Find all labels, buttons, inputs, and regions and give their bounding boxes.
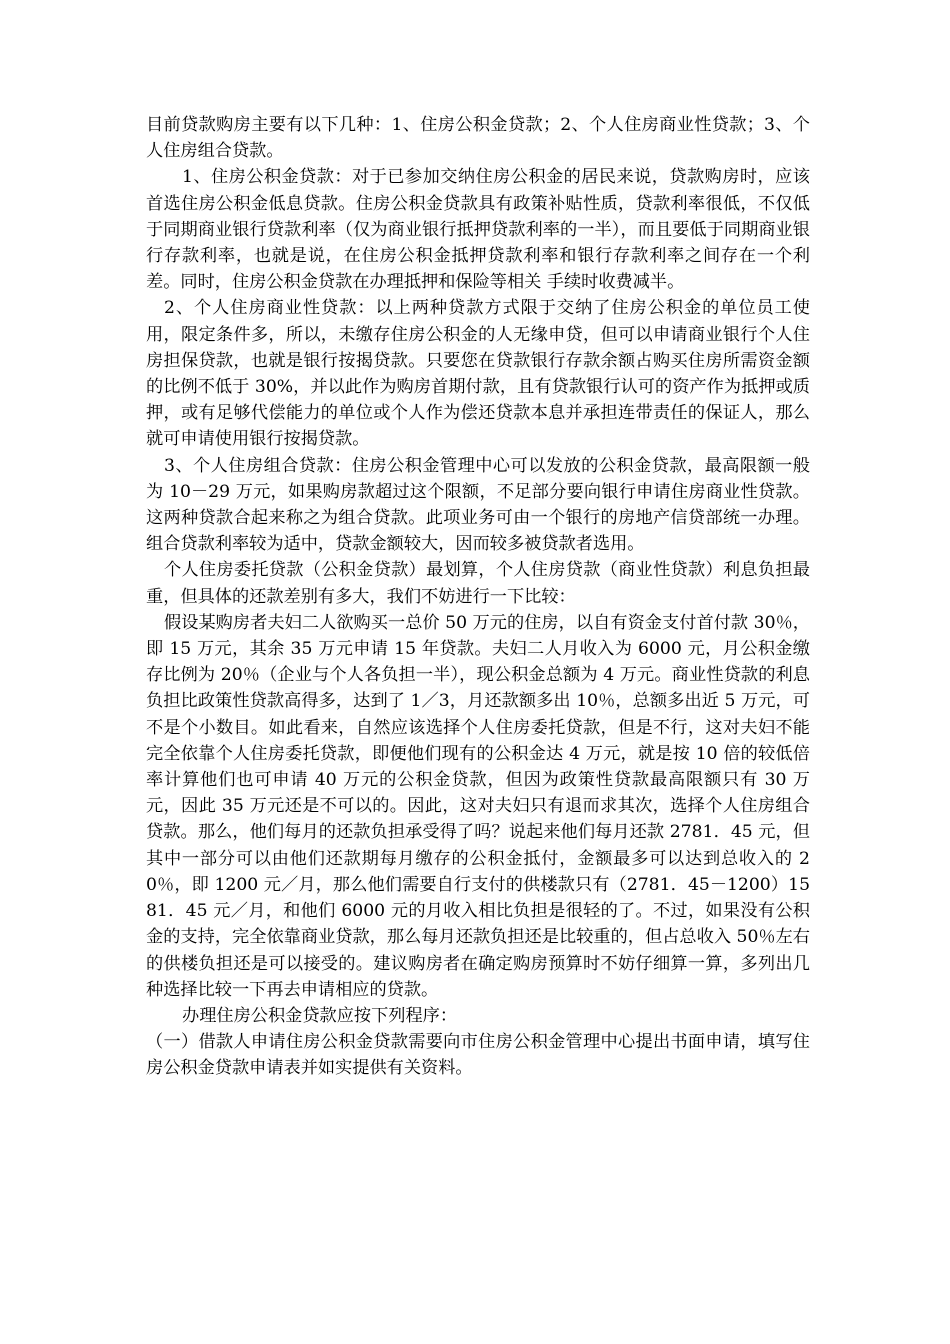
paragraph-provident-fund-loan: 1、住房公积金贷款：对于已参加交纳住房公积金的居民来说，贷款购房时，应该首选住房公积金低息贷款。住房公积金贷款具有政策补贴性质，贷款利率很低，不仅低于同期商业银行贷款利率（仅为商业银行抵押贷款利率的一半），而且要低于同期商业银行存款利率，也就是说，在住房公积金抵押贷款利率和银行存款利率之间存在一个利差。同时，住房公积金贷款在办理抵押和保险等相关 手续时收费减半。: [146, 167, 810, 293]
paragraph-procedure-step-1: （一）借款人申请住房公积金贷款需要向市住房公积金管理中心提出书面申请，填写住房公积金贷款申请表并如实提供有关资料。: [146, 1032, 810, 1079]
paragraph-combined-loan: 3、个人住房组合贷款：住房公积金管理中心可以发放的公积金贷款，最高限额一般为 10－29 万元，如果购房款超过这个限额，不足部分要向银行申请住房商业性贷款。这两种贷款合起来称之为组合贷款。此项业务可由一个银行的房地产信贷部统一办理。组合贷款利率较为适中，贷款金额较大，因而较多被贷款者选用。: [146, 455, 810, 555]
paragraph-commercial-loan: 2、个人住房商业性贷款：以上两种贷款方式限于交纳了住房公积金的单位员工使用，限定条件多，所以，未缴存住房公积金的人无缘申贷，但可以申请商业银行个人住房担保贷款，也就是银行按揭贷款。只要您在贷款银行存款余额占购买住房所需资金额的比例不低于 30%，并以此作为购房首期付款，且有贷款银行认可的资产作为抵押或质押，或有足够代偿能力的单位或个人作为偿还贷款本息并承担连带责任的保证人，那么就可申请使用银行按揭贷款。: [146, 298, 810, 450]
paragraph-comparison-intro: 个人住房委托贷款（公积金贷款）最划算，个人住房贷款（商业性贷款）利息负担最重，但具体的还款差别有多大，我们不妨进行一下比较：: [146, 560, 810, 607]
paragraph-loan-types: 目前贷款购房主要有以下几种：1、住房公积金贷款；2、个人住房商业性贷款；3、个人住房组合贷款。: [146, 115, 810, 162]
paragraph-example-calculation: 假设某购房者夫妇二人欲购买一总价 50 万元的住房，以自有资金支付首付款 30％，即 15 万元，其余 35 万元申请 15 年贷款。夫妇二人月收入为 6000 元，月公积金缴存比例为 20％（企业与个人各负担一半），现公积金总额为 4 万元。商业性贷款的利息负担比政策性贷款高得多，达到了 1／3，月还款额多出 10％，总额多出近 5 万元，可不是个小数目。如此看来，自然应该选择个人住房委托贷款，但是不行，这对夫妇不能完全依靠个人住房委托贷款，即便他们现有的公积金达 4 万元，就是按 10 倍的较低倍率计算他们也可申请 40 万元的公积金贷款，但因为政策性贷款最高限额只有 30 万元，因此 35 万元还是不可以的。因此，这对夫妇只有退而求其次，选择个人住房组合贷款。那么，他们每月的还款负担承受得了吗？说起来他们每月还款 2781．45 元，但其中一部分可以由他们还款期每月缴存的公积金抵付，金额最多可以达到总收入的 20％，即 1200 元／月，那么他们需要自行支付的供楼款只有（2781．45－1200）1581．45 元／月，和他们 6000 元的月收入相比负担是很轻的了。不过，如果没有公积金的支持，完全依靠商业贷款，那么每月还款负担还是比较重的，但占总收入 50％左右的供楼负担还是可以接受的。建议购房者在确定购房预算时不妨仔细算一算，多列出几种选择比较一下再去申请相应的贷款。: [146, 612, 810, 1000]
paragraph-procedure-heading: 办理住房公积金贷款应按下列程序：: [182, 1005, 458, 1026]
